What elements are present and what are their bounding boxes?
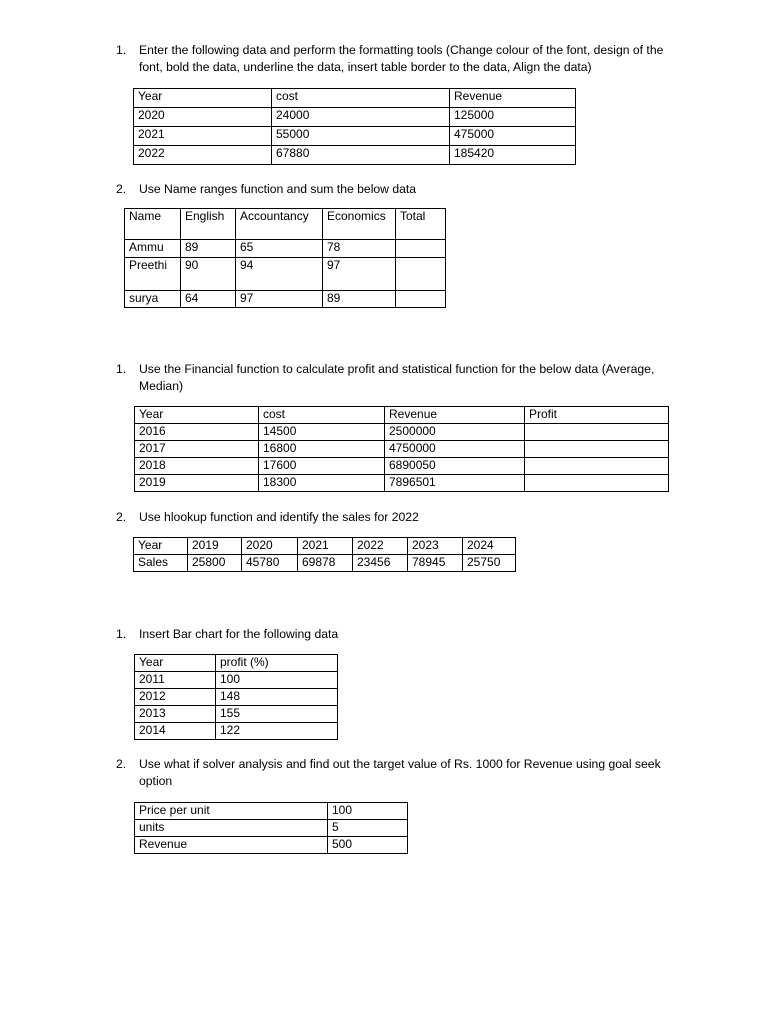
table-row [125,291,446,308]
table-row [135,441,669,458]
table-year-cost-revenue [133,88,576,165]
table-cell: 2018 [135,458,259,475]
question-number: 2. [116,757,127,771]
table-cell: 64 [181,291,236,308]
table-cell: 89 [181,240,236,258]
header-cell: profit (%) [216,655,338,672]
table-cell: 2021 [298,538,353,555]
table-cell: 2016 [135,424,259,441]
question-number: 2. [116,510,127,524]
table-cell: 125000 [450,108,576,127]
table-row [135,475,669,492]
table-header-row [135,655,338,672]
table-cell: 122 [216,723,338,740]
question-s2-q1 [116,361,686,397]
table-cell: 69878 [298,555,353,572]
header-cell: cost [272,89,450,108]
header-cell: Economics [323,209,396,240]
table-cell: 500 [328,837,408,854]
table-cell: 2024 [463,538,516,555]
table-cell [525,424,669,441]
table-cell: 2020 [134,108,272,127]
table-cell: Price per unit [135,803,328,820]
table-cell: 89 [323,291,396,308]
table-row [134,555,516,572]
table-cell: 4750000 [385,441,525,458]
header-cell: Accountancy [236,209,323,240]
question-s2-q2 [116,509,686,527]
table-cell: surya [125,291,181,308]
question-s3-q1 [116,626,686,644]
table-cell: 97 [323,258,396,291]
table-row [135,803,408,820]
table-cell: 2023 [408,538,463,555]
table-cell: Preethi [125,258,181,291]
table-cell: 2500000 [385,424,525,441]
table-row [135,689,338,706]
table-cell [525,458,669,475]
question-number: 2. [116,182,127,196]
table-cell: 2022 [134,146,272,165]
table-cell: 2011 [135,672,216,689]
table-cell: units [135,820,328,837]
table-row [134,127,576,146]
table-cell [396,258,446,291]
header-cell: Revenue [385,407,525,424]
table-row [135,723,338,740]
header-cell: Revenue [450,89,576,108]
header-cell: Year [135,655,216,672]
table-header-row [134,89,576,108]
question-s1-q2 [116,181,686,199]
table-cell [396,240,446,258]
question-number: 1. [116,627,127,641]
table-cell: 2019 [188,538,242,555]
question-text: Use what if solver analysis and find out the target value of Rs. 1000 for Revenue using goal seek option [139,757,661,788]
header-cell: Year [134,89,272,108]
table-header-row [135,407,669,424]
table-row [135,706,338,723]
question-text: Use Name ranges function and sum the below data [139,182,417,196]
table-row [135,424,669,441]
table-cell: 100 [328,803,408,820]
header-cell: Profit [525,407,669,424]
question-s1-q1 [116,42,686,78]
table-cell: 2014 [135,723,216,740]
table-cell: 100 [216,672,338,689]
header-cell: English [181,209,236,240]
table-header-row [125,209,446,240]
table-cell: 97 [236,291,323,308]
table-cell: 78 [323,240,396,258]
table-cell: 2019 [135,475,259,492]
table-cell: 2020 [242,538,298,555]
table-row [125,240,446,258]
question-number: 1. [116,43,127,57]
table-cell: 25800 [188,555,242,572]
table-cell: 65 [236,240,323,258]
header-cell: cost [259,407,385,424]
question-text: Use the Financial function to calculate profit and statistical function for the below data (Average, Median) [139,362,655,393]
table-student-marks [124,208,446,308]
table-cell: 185420 [450,146,576,165]
table-cell: Ammu [125,240,181,258]
table-cell: 2022 [353,538,408,555]
table-cell: 90 [181,258,236,291]
table-row [134,538,516,555]
question-text: Insert Bar chart for the following data [139,627,339,641]
table-row [135,820,408,837]
table-cell: 45780 [242,555,298,572]
table-row [125,258,446,291]
table-cell: 475000 [450,127,576,146]
table-cell [525,441,669,458]
table-cell: 2012 [135,689,216,706]
table-cell: 55000 [272,127,450,146]
table-hlookup-sales [133,537,516,572]
table-profit-calculation [134,406,669,492]
table-cell: 16800 [259,441,385,458]
table-cell: 25750 [463,555,516,572]
question-text: Enter the following data and perform the formatting tools (Change colour of the font, design of the font, bold the data, underline the data, insert table border to the data, Align the data) [139,43,664,74]
table-goal-seek [134,802,408,854]
table-row [134,108,576,127]
table-cell: 14500 [259,424,385,441]
header-cell: Year [135,407,259,424]
table-cell: 18300 [259,475,385,492]
table-cell: 2017 [135,441,259,458]
table-cell: 17600 [259,458,385,475]
header-cell: Total [396,209,446,240]
question-text: Use hlookup function and identify the sales for 2022 [139,510,419,524]
table-row [135,672,338,689]
table-cell: 2013 [135,706,216,723]
table-cell: 148 [216,689,338,706]
table-cell: 155 [216,706,338,723]
question-number: 1. [116,362,127,376]
table-row [135,458,669,475]
table-cell: 7896501 [385,475,525,492]
table-row [135,837,408,854]
table-cell: 23456 [353,555,408,572]
header-cell: Name [125,209,181,240]
table-cell: 24000 [272,108,450,127]
table-cell [525,475,669,492]
table-cell: 67880 [272,146,450,165]
table-cell: 2021 [134,127,272,146]
table-cell: Sales [134,555,188,572]
question-s3-q2 [116,756,686,792]
table-bar-chart-data [134,654,338,740]
table-cell: 78945 [408,555,463,572]
table-row [134,146,576,165]
table-cell [396,291,446,308]
table-cell: 6890050 [385,458,525,475]
table-cell: Year [134,538,188,555]
table-cell: Revenue [135,837,328,854]
table-cell: 94 [236,258,323,291]
table-cell: 5 [328,820,408,837]
